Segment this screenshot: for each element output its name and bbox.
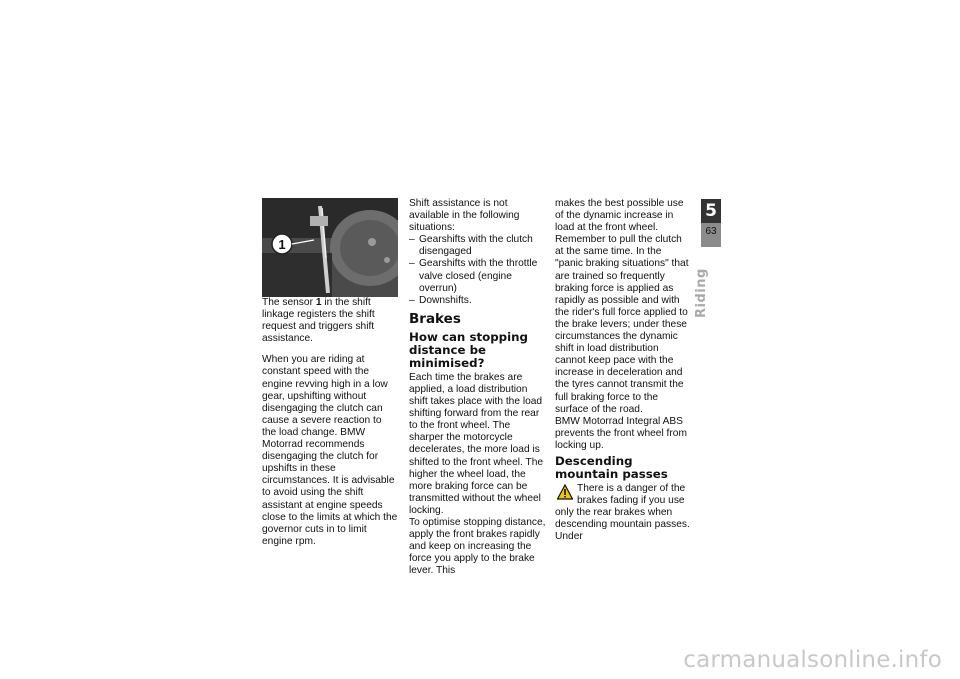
subsection-heading: How can stopping distance be minimised? [409,329,528,370]
photo-caption [262,297,398,345]
warning-line-1: There is a danger of the [577,482,686,494]
list-intro: Shift assistance is not available in the following situations: [409,198,520,234]
column-1 [262,198,398,548]
list-item: – Downshifts. [409,294,472,306]
section-heading: Brakes [409,310,461,327]
list-item: – Gearshifts with the throttle valve closed (engine overrun) [409,258,538,294]
riding-paragraph: When you are riding at constant speed with the engine revving high in a low gear, upshifting without disengaging the clutch can cause a severe reaction to the load change. BMW Motorrad recommends disengaging the clutch for upshifts in these circumstances. It is advisable to avoid using the shift assistant at engine speeds close to the limits at which the governor cuts in to limit engine rpm. [262,354,398,547]
abs-paragraph: BMW Motorrad Integral ABS prevents the front wheel from locking up. [555,415,687,451]
chapter-tab [701,199,721,247]
sensor-photo [262,198,398,297]
list-item: – Gearshifts with the clutch disengaged [409,234,533,258]
caption-callout: 1 [315,297,322,308]
chapter-number: 5 [701,199,721,223]
brakes-paragraph-1: Each time the brakes are applied, a load distribution shift takes place with the load shifting forward from the rear to the front wheel. The sharper the motorcycle decelerates, the more load is shifted to the front wheel. The higher the wheel load, the more braking force can be transmitted without the wheel locking. [409,371,544,516]
column-3 [555,198,690,543]
watermark: carmanualsonline.info [683,647,942,673]
chapter-name: Riding [694,268,709,318]
situations-list [409,234,547,307]
page-number: 63 [705,226,717,237]
warning-triangle-icon [557,484,573,500]
caption-before: The sensor [262,297,313,308]
column-2 [409,198,547,577]
caption-after: in the shift linkage registers the shift request and triggers shift assistance. [262,297,375,345]
brakes-paragraph-3: makes the best possible use of the dynamic increase in load at the front wheel. Remember to pull the clutch at the same time. In the "panic braking situations" that are trained so frequently braking force is applied as rapidly as possible and with the rider's full force applied to the brake levers; under these circumstances the dynamic shift in load distribution cannot keep pace with the increase in deceleration and the tyres cannot transmit the full braking force to the surface of the road. [555,198,689,415]
subsection-heading-descending: Descending mountain passes [555,453,668,481]
warning-rest: only the rear brakes when descending mountain passes. Under [555,507,690,543]
warning-line-2: brakes fading if you use [577,495,685,507]
warning-block [555,483,690,543]
brakes-paragraph-2: To optimise stopping distance, apply the front brakes rapidly and keep on increasing the force you apply to the brake lever. This [409,516,546,577]
sensor-photo-graphic [262,198,398,297]
photo-callout-label: 1 [278,237,286,252]
